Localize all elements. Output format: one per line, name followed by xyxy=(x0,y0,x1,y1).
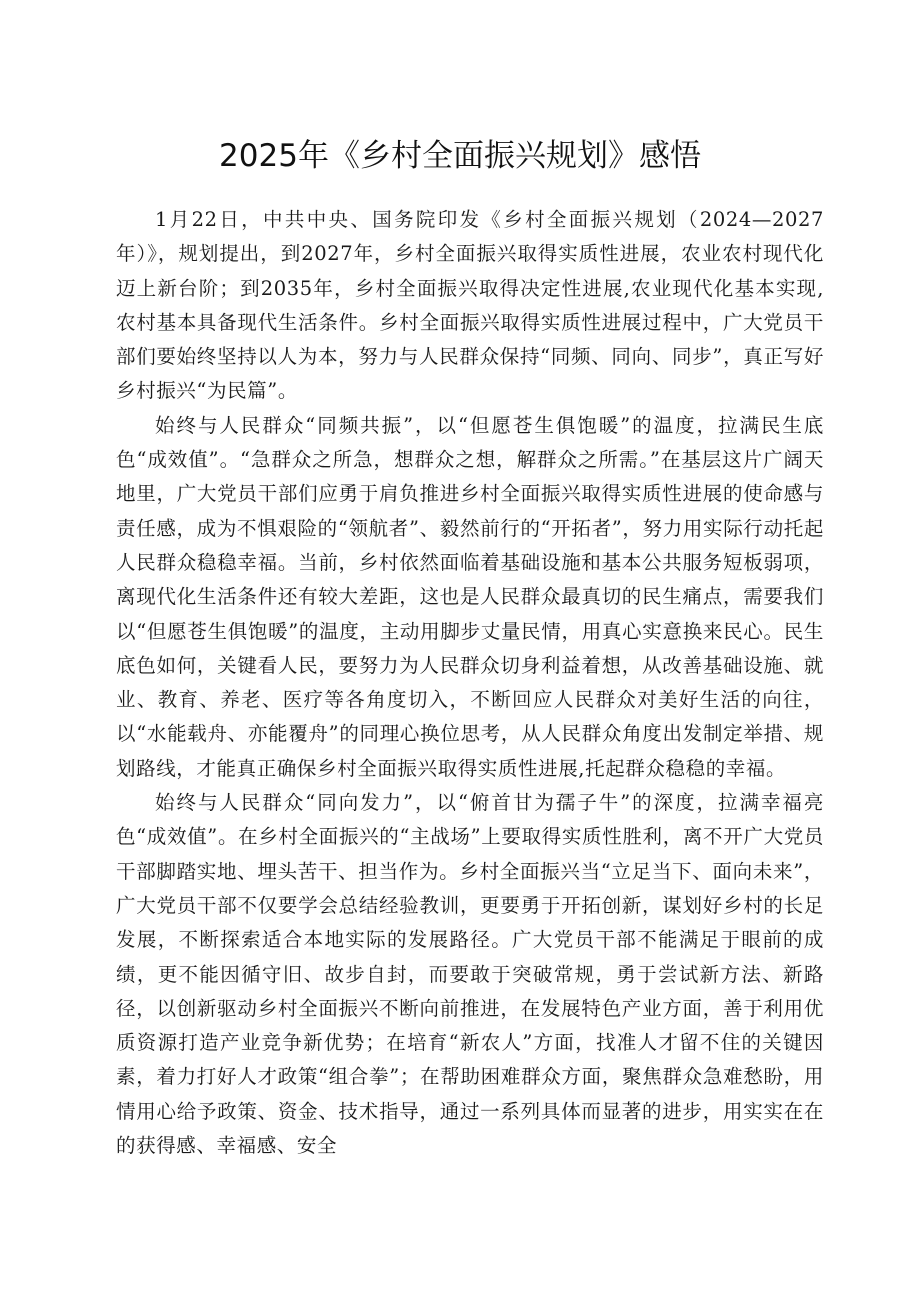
paragraph-2: 始终与人民群众“同频共振”，以“但愿苍生俱饱暖”的温度，拉满民生底色“成效值”。“急群众之所急，想群众之想，解群众之所需。”在基层这片广阔天地里，广大党员干部们应勇于肩负推进乡村全面振兴取得实质性进展的使命感与责任感，成为不惧艰险的“领航者”、毅然前行的“开拓者”，努力用实际行动托起人民群众稳稳幸福。当前，乡村依然面临着基础设施和基本公共服务短板弱项，离现代化生活条件还有较大差距，这也是人民群众最真切的民生痛点，需要我们以“但愿苍生俱饱暖”的温度，主动用脚步丈量民情，用真心实意换来民心。民生底色如何，关键看人民，要努力为人民群众切身利益着想，从改善基础设施、就业、教育、养老、医疗等各角度切入，不断回应人民群众对美好生活的向往，以“水能载舟、亦能覆舟”的同理心换位思考，从人民群众角度出发制定举措、规划路线，才能真正确保乡村全面振兴取得实质性进展,托起群众稳稳的幸福。 xyxy=(116,413,824,780)
paragraph-3: 始终与人民群众“同向发力”，以“俯首甘为孺子牛”的深度，拉满幸福亮色“成效值”。在乡村全面振兴的“主战场”上要取得实质性胜利，离不开广大党员干部脚踏实地、埋头苦干、担当作为。乡村全面振兴当“立足当下、面向未来”，广大党员干部不仅要学会总结经验教训，更要勇于开拓创新，谋划好乡村的长足发展，不断探索适合本地实际的发展路径。广大党员干部不能满足于眼前的成绩，更不能因循守旧、故步自封，而要敢于突破常规，勇于尝试新方法、新路径，以创新驱动乡村全面振兴不断向前推进，在发展特色产业方面，善于利用优质资源打造产业竞争新优势；在培育“新农人”方面，找准人才留不住的关键因素，着力打好人才政策“组合拳”；在帮助困难群众方面，聚焦群众急难愁盼，用情用心给予政策、资金、技术指导，通过一系列具体而显著的进步，用实实在在的获得感、幸福感、安全 xyxy=(116,791,824,1158)
paragraph-1: 1月22日，中共中央、国务院印发《乡村全面振兴规划（2024—2027年）》，规划提出，到2027年，乡村全面振兴取得实质性进展，农业农村现代化迈上新台阶；到2035年，乡村全面振兴取得决定性进展,农业现代化基本实现,农村基本具备现代生活条件。乡村全面振兴取得实质性进展过程中，广大党员干部们要始终坚持以人为本，努力与人民群众保持“同频、同向、同步”，真正写好乡村振兴“为民篇”。 xyxy=(116,208,824,403)
document-title: 2025年《乡村全面振兴规划》感悟 xyxy=(219,138,701,174)
document-body xyxy=(116,203,824,1163)
